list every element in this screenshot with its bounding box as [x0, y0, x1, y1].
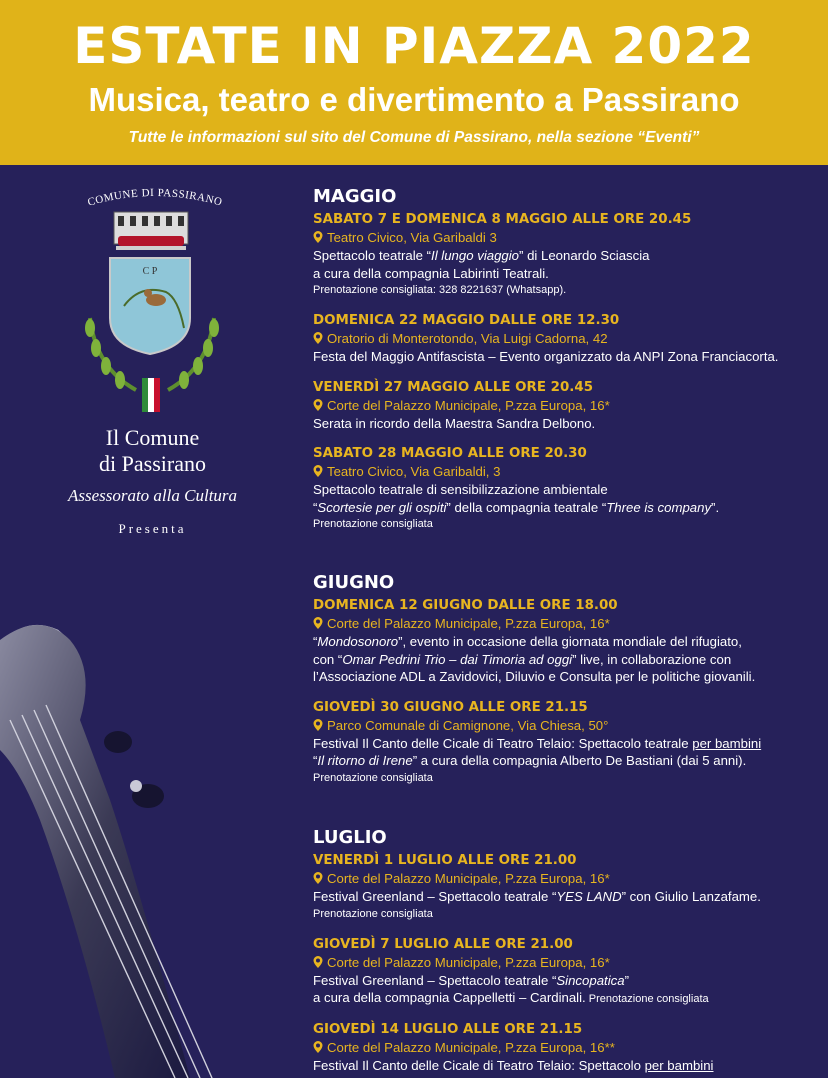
event-location: [313, 954, 818, 972]
desc-italic: Sincopatica: [556, 972, 625, 988]
location-pin-icon: [313, 399, 323, 411]
location-text: Corte del Palazzo Municipale, P.zza Europa, 16**: [327, 1040, 615, 1055]
desc-part: Festival Il Canto delle Cicale di Teatro Telaio: Spettacolo: [313, 1058, 645, 1073]
event-date: SABATO 28 MAGGIO ALLE ORE 20.30: [313, 446, 587, 461]
event-desc: Spettacolo teatrale di sensibilizzazione ambientale: [313, 482, 608, 497]
desc-italic: Il lungo viaggio: [431, 248, 520, 263]
event-desc: [313, 633, 818, 651]
desc-part: Spettacolo teatrale “: [313, 248, 432, 263]
event-item: [313, 379, 818, 433]
month-section-maggio: [313, 185, 818, 557]
month-title: GIUGNO: [313, 572, 395, 593]
location-text: Teatro Civico, Via Garibaldi, 3: [327, 464, 501, 479]
location-pin-icon: [313, 719, 323, 731]
desc-part: ” della compagnia teatrale “: [446, 499, 607, 515]
event-desc: [313, 1057, 818, 1075]
location-pin-icon: [313, 956, 323, 968]
desc-italic: Il ritorno di Irene: [317, 753, 413, 768]
event-item: [313, 211, 818, 299]
location-pin-icon: [313, 1041, 323, 1053]
location-text: Corte del Palazzo Municipale, P.zza Europa, 16*: [327, 397, 610, 413]
location-pin-icon: [313, 617, 323, 629]
event-item: [313, 699, 818, 787]
events-column: [313, 185, 818, 1073]
desc-part: Festival Il Canto delle Cicale di Teatro Telaio: Spettacolo teatrale: [313, 735, 693, 751]
event-date: GIOVEDÌ 7 LUGLIO ALLE ORE 21.00: [313, 936, 573, 952]
desc-part: ” con Giulio Lanzafame.: [621, 889, 761, 904]
location-text: Corte del Palazzo Municipale, P.zza Europa, 16*: [327, 954, 610, 970]
event-location: [313, 615, 818, 633]
desc-part: a cura della compagnia Cappelletti – Cardinali.: [313, 990, 586, 1005]
violin-scroll-image: [0, 600, 300, 1078]
desc-italic: Mondosonoro: [317, 634, 399, 649]
event-desc: [313, 989, 818, 1008]
event-desc: Serata in ricordo della Maestra Sandra Delbono.: [313, 415, 596, 431]
desc-part: ” live, in collaborazione con: [572, 651, 732, 667]
event-desc: [313, 651, 818, 669]
event-date: VENERDÌ 1 LUGLIO ALLE ORE 21.00: [313, 853, 577, 868]
event-date: GIOVEDÌ 30 GIUGNO ALLE ORE 21.15: [313, 699, 588, 715]
event-location: [313, 330, 818, 348]
event-location: [313, 870, 818, 888]
desc-part: ” a cura della compagnia Alberto De Bastiani (dai 5 anni).: [412, 753, 747, 768]
desc-part: “: [313, 634, 318, 649]
comune-name: [40, 425, 265, 477]
event-item: [313, 445, 818, 533]
crest-caption-text: COMUNE DI PASSIRANO: [86, 186, 224, 209]
location-pin-icon: [313, 332, 323, 344]
desc-italic: Three is company: [606, 499, 712, 515]
desc-part: ”: [624, 972, 629, 988]
desc-part: Festival Greenland – Spettacolo teatrale “: [313, 972, 557, 988]
comune-line-2: di Passirano: [99, 451, 206, 476]
event-item: [313, 936, 818, 1009]
event-item: [313, 1021, 818, 1075]
event-note: Prenotazione consigliata: [585, 993, 709, 1005]
event-desc: [313, 972, 818, 990]
desc-part: “: [313, 753, 318, 768]
month-title: LUGLIO: [313, 827, 387, 848]
location-text: Parco Comunale di Camignone, Via Chiesa, 50°: [327, 717, 609, 733]
event-date: GIOVEDÌ 14 LUGLIO ALLE ORE 21.15: [313, 1022, 583, 1037]
month-section-luglio: [313, 826, 818, 1078]
event-desc: a cura della compagnia Labirinti Teatrali.: [313, 265, 549, 281]
event-note: Prenotazione consigliata: [313, 907, 433, 920]
poster-title: ESTATE IN PIAZZA 2022: [73, 17, 755, 75]
desc-part: con “: [313, 651, 343, 667]
comune-line-1: Il Comune: [105, 425, 200, 450]
location-text: Teatro Civico, Via Garibaldi 3: [327, 230, 497, 245]
event-desc: [313, 752, 818, 770]
location-text: Corte del Palazzo Municipale, P.zza Europa, 16*: [327, 616, 610, 631]
event-location: [313, 717, 818, 735]
event-location: [313, 397, 818, 415]
event-location: [313, 1039, 818, 1057]
desc-underline: per bambini: [692, 735, 762, 751]
crest-emblem: [78, 188, 228, 418]
desc-part: ” di Leonardo Sciascia: [519, 248, 650, 263]
event-item: [313, 597, 818, 686]
assessorato: Assessorato alla Cultura: [67, 486, 238, 505]
header-banner: [0, 0, 828, 165]
desc-italic: Scortesie per gli ospiti: [317, 499, 447, 515]
desc-part: “: [313, 499, 318, 515]
desc-part: Festival Greenland – Spettacolo teatrale “: [313, 889, 557, 904]
info-note: Tutte le informazioni sul sito del Comune di Passirano, nella sezione “Eventi”: [128, 129, 700, 146]
desc-part: ”.: [711, 499, 720, 515]
presenta: Presenta: [118, 521, 187, 536]
event-desc: [313, 499, 818, 517]
location-pin-icon: [313, 465, 323, 477]
month-title: MAGGIO: [313, 186, 397, 207]
event-desc: [313, 247, 818, 265]
desc-part: ”, evento in occasione della giornata mondiale del rifugiato,: [398, 634, 742, 649]
location-pin-icon: [313, 231, 323, 243]
location-pin-icon: [313, 872, 323, 884]
crest-letters: C P: [142, 266, 158, 277]
event-note: Prenotazione consigliata: [313, 771, 433, 784]
event-note: Prenotazione consigliata: 328 8221637 (Whatsapp).: [313, 284, 567, 296]
event-item: [313, 852, 818, 923]
event-note: Prenotazione consigliata: [313, 518, 433, 530]
month-section-giugno: [313, 571, 818, 800]
event-item: [313, 312, 818, 366]
desc-italic: Omar Pedrini Trio – dai Timoria ad oggi: [342, 651, 573, 667]
event-desc: [313, 888, 818, 906]
event-date: VENERDÌ 27 MAGGIO ALLE ORE 20.45: [313, 379, 594, 395]
event-location: [313, 229, 818, 247]
event-date: SABATO 7 E DOMENICA 8 MAGGIO ALLE ORE 20.45: [313, 212, 692, 227]
event-desc: [313, 735, 818, 753]
event-desc: Festa del Maggio Antifascista – Evento organizzato da ANPI Zona Franciacorta.: [313, 349, 779, 364]
event-date: DOMENICA 22 MAGGIO DALLE ORE 12.30: [313, 313, 620, 328]
event-date: DOMENICA 12 GIUGNO DALLE ORE 18.00: [313, 598, 618, 613]
location-text: Corte del Palazzo Municipale, P.zza Europa, 16*: [327, 871, 610, 886]
poster-subtitle: Musica, teatro e divertimento a Passirano: [88, 81, 740, 118]
event-desc: l’Associazione ADL a Zavidovici, Diluvio e Consulta per le politiche giovanili.: [313, 669, 756, 684]
location-text: Oratorio di Monterotondo, Via Luigi Cadorna, 42: [327, 331, 608, 346]
desc-italic: YES LAND: [556, 889, 622, 904]
event-location: [313, 463, 818, 481]
desc-underline: per bambini: [644, 1058, 714, 1073]
